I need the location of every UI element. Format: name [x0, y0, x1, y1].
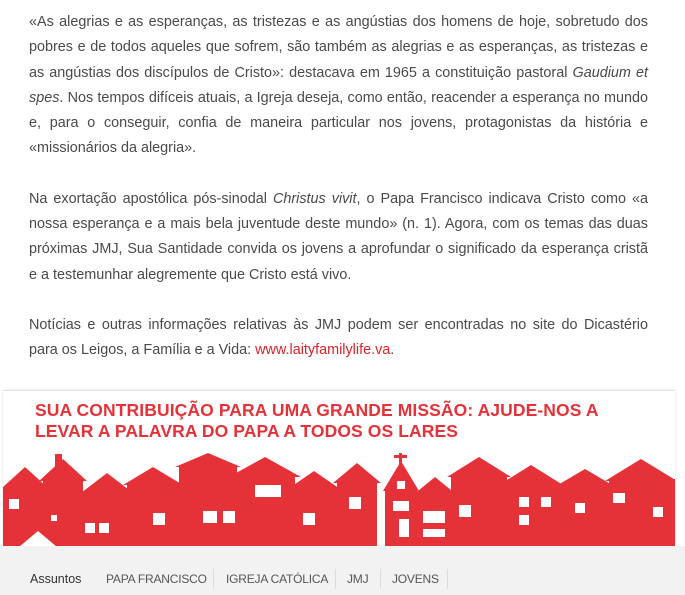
tag-separator	[380, 569, 381, 589]
paragraph-1-text-b: . Nos tempos difíceis atuais, a Igreja deseja, como então, reacender a esperança no mundo e, para o conseguir, confia de maneira particular nos jovens, protagonistas da história e «missionários da alegria».	[29, 89, 648, 157]
tag-jmj[interactable]: JMJ	[347, 572, 369, 586]
houses-skyline-illustration	[3, 453, 675, 547]
paragraph-2-text-a: Na exortação apostólica pós-sinodal	[29, 190, 273, 207]
tag-separator	[335, 569, 336, 589]
tag-igreja-catolica[interactable]: IGREJA CATÓLICA	[226, 572, 329, 586]
paragraph-2	[29, 187, 648, 288]
tag-papa-francisco[interactable]: PAPA FRANCISCO	[106, 572, 207, 586]
article-body	[29, 10, 648, 364]
topics-bar	[0, 546, 685, 595]
laityfamilylife-link[interactable]: www.laityfamilylife.va	[255, 342, 391, 359]
banner-title[interactable]: SUA CONTRIBUIÇÃO PARA UMA GRANDE MISSÃO: AJUDE-NOS A LEVAR A PALAVRA DO PAPA A TODOS OS LARES	[35, 400, 598, 441]
paragraph-3-text-b: .	[390, 342, 395, 359]
paragraph-1-italic: Gaudium et spes	[29, 64, 648, 106]
paragraph-2-text-b: , o Papa Francisco indicava Cristo como «a nossa esperança e a mais bela juventude deste mundo» (n. 1). Agora, com os temas das duas próximas JMJ, Sua Santidade convida os jovens a aprofundar o significado da esperança cristã e a testemunhar alegremente que Cristo está vivo.	[29, 190, 649, 283]
paragraph-2-italic: Christus vivit	[272, 190, 357, 207]
topics-label: Assuntos	[30, 572, 82, 586]
paragraph-3-text-a: Notícias e outras informações relativas às JMJ podem ser encontradas no site do Dicastério para os Leigos, a Família e a Vida:	[29, 316, 648, 359]
tag-separator	[213, 569, 214, 589]
tag-jovens[interactable]: JOVENS	[392, 572, 439, 586]
paragraph-1	[29, 10, 648, 162]
tag-separator	[447, 569, 448, 589]
paragraph-3	[29, 313, 648, 364]
donation-banner[interactable]	[3, 390, 675, 547]
paragraph-1-text-a: «As alegrias e as esperanças, as tristezas e as angústias dos homens de hoje, sobretudo dos pobres e de todos aqueles que sofrem, são também as alegrias e as esperanças, as tristezas e as angústias dos discípulos de Cristo»: destacava em 1965 a constituição pastoral	[29, 14, 648, 81]
